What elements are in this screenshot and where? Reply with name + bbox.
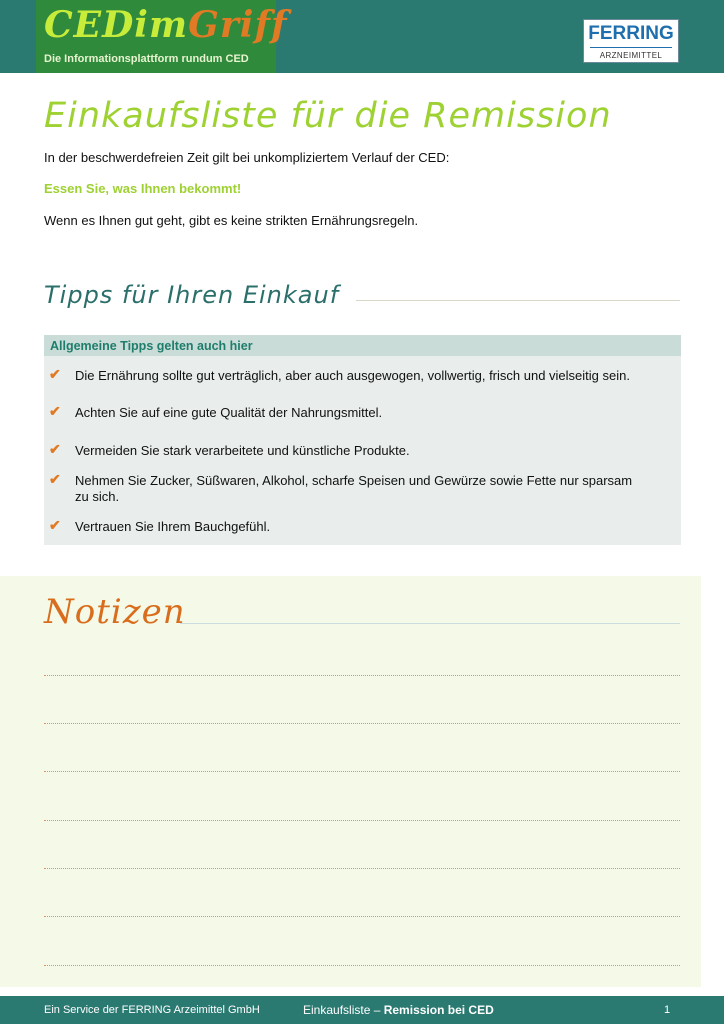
note-line[interactable] (44, 916, 680, 917)
checkmark-icon: ✔ (49, 471, 61, 487)
ferring-logo[interactable] (583, 19, 679, 63)
logo-subtitle: Die Informationsplattform rundum CED (44, 53, 249, 65)
note-text: Wenn es Ihnen gut geht, gibt es keine strikten Ernährungsregeln. (44, 213, 419, 228)
note-line[interactable] (44, 965, 680, 966)
note-line[interactable] (44, 820, 680, 821)
page-title: Einkaufsliste für die Remission (44, 96, 612, 136)
footer-title-plain: Einkaufsliste – (303, 1003, 384, 1017)
logo-wordmark-part1: CEDim (44, 4, 189, 46)
section-divider (356, 300, 680, 301)
checkmark-icon: ✔ (49, 403, 61, 419)
tips-box-header (44, 335, 681, 356)
footer-title-bold: Remission bei CED (383, 1003, 494, 1017)
tips-section-title: Tipps für Ihren Einkauf (44, 281, 340, 309)
checkmark-icon: ✔ (49, 366, 61, 382)
footer-service-text: Ein Service der FERRING Arzeimittel GmbH (44, 1004, 260, 1016)
tip-text: Vertrauen Sie Ihrem Bauchgefühl. (75, 519, 271, 534)
note-line[interactable] (44, 868, 680, 869)
logo-wordmark-part2: Griff (188, 4, 288, 46)
tip-text: Die Ernährung sollte gut verträglich, aber auch ausgewogen, vollwertig, frisch und vielseitig sein. (75, 368, 630, 383)
tips-box (44, 335, 681, 545)
note-line[interactable] (44, 723, 680, 724)
brand-subtitle: ARZNEIMITTEL (599, 51, 663, 60)
brand-name: FERRING (588, 23, 674, 44)
page-footer (0, 996, 724, 1024)
notes-title: Notizen (44, 592, 186, 632)
tip-text: Nehmen Sie Zucker, Süßwaren, Alkohol, scharfe Speisen und Gewürze sowie Fette nur sparsam zu sich. (75, 473, 633, 504)
note-line[interactable] (44, 771, 680, 772)
brand-divider (590, 47, 672, 48)
intro-text: In der beschwerdefreien Zeit gilt bei unkompliziertem Verlauf der CED: (44, 150, 450, 165)
note-line[interactable] (44, 675, 680, 676)
tips-box-title: Allgemeine Tipps gelten auch hier (50, 339, 253, 353)
notes-divider (180, 623, 680, 624)
cedimgriff-logo[interactable] (36, 0, 288, 73)
tip-text: Vermeiden Sie stark verarbeitete und künstliche Produkte. (75, 443, 410, 458)
page-number: 1 (664, 1004, 671, 1016)
logo-wordmark (44, 4, 287, 46)
page-header (0, 0, 724, 73)
footer-document-title (303, 1003, 494, 1017)
checkmark-icon: ✔ (49, 517, 61, 533)
notes-area (0, 576, 701, 987)
checkmark-icon: ✔ (49, 441, 61, 457)
highlight-text: Essen Sie, was Ihnen bekommt! (44, 181, 242, 196)
tip-text: Achten Sie auf eine gute Qualität der Nahrungsmittel. (75, 405, 383, 420)
